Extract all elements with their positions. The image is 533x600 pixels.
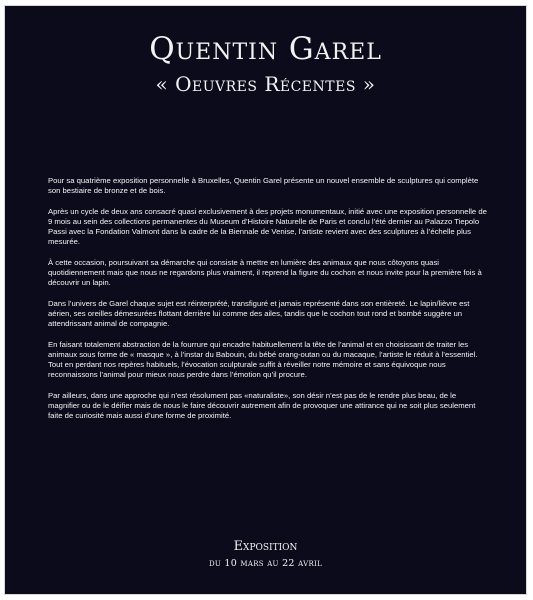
paragraph-monumental-projects: Après un cycle de deux ans consacré quasi exclusivement à des projets monumentaux, initié avec une exposition personnelle de 9 mois au sein des collections permanentes du Museum d’Histoire Naturelle de Paris et conclu l’été dernier au Palazzo Tiepolo Passi avec la Fondation Valmont dans la cadre de la Biennale de Venise, l’artiste revient avec des sculptures à l’échelle plus mesurée.	[48, 206, 487, 247]
paragraph-occasion: À cette occasion, poursuivant sa démarche qui consiste à mettre en lumière des animaux que nous côtoyons quasi quotidiennement mais que nous ne regardons plus vraiment, il reprend la figure du cochon et nous invite pour la première fois à découvrir un lapin.	[48, 257, 482, 288]
paragraph-universe: Dans l’univers de Garel chaque sujet est réinterprété, transfiguré et jamais représenté dans son entièreté. Le lapin/lièvre est aérien, ses oreilles démesurées flottant derrière lui comme des ailes, tandis que le cochon tout rond et bombé suggère un attendrissant animal de compagnie.	[48, 298, 470, 329]
exhibition-dates: du 10 mars au 22 avril	[208, 558, 323, 569]
paragraph-memory: Tout en perdant nos repères habituels, l’évocation sculpturale suffit à réveiller notre mémoire et sans équivoque nous reconnaissons l’animal pour mieux nous perdre dans l’émotion qu’il procure.	[48, 360, 446, 380]
press-text	[48, 176, 488, 432]
paragraph-approach: Par ailleurs, dans une approche qui n’est résolument pas «naturaliste», son désir n’est pas de le rendre plus beau, de le magnifier ou de le déifier mais de nous le faire découvrir autrement afin de provoquer une attirance qui ne soit plus seulement faite de curiosité mais aussi d’une forme de proximité.	[48, 390, 476, 421]
page-title: Quentin Garel	[149, 31, 382, 67]
paragraph-intro: Pour sa quatrième exposition personnelle à Bruxelles, Quentin Garel présente un nouvel ensemble de sculptures qui complète son bestiaire de bronze et de bois.	[48, 176, 479, 196]
exhibition-poster	[5, 6, 526, 594]
paragraph-mask: En faisant totalement abstraction de la fourrure qui encadre habituellement la tête de l’animal et en choisissant de traiter les animaux sous forme de « masque », à l’instar du Babouin, du bébé orang-outan ou du macaque, l’artiste le réduit à l’essentiel.	[48, 339, 478, 359]
page-subtitle: « Oeuvres Récentes »	[155, 72, 376, 96]
exhibition-heading: Exposition	[233, 539, 298, 554]
